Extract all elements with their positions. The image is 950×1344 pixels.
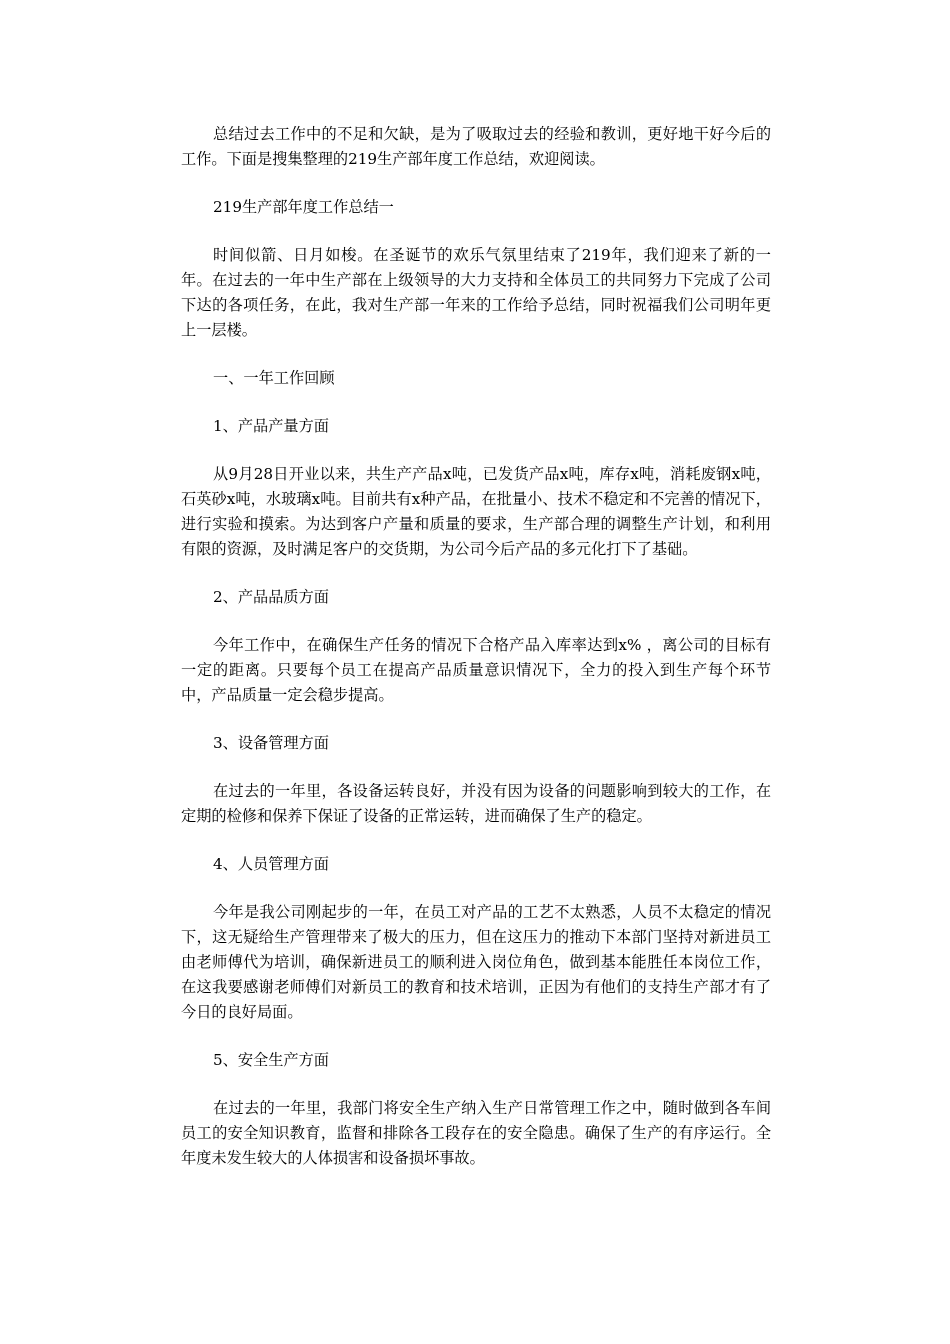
document-body <box>181 122 771 1194</box>
subsection-heading-output: 1、产品产量方面 <box>213 417 329 435</box>
document-title: 219生产部年度工作总结一 <box>213 198 394 216</box>
subsection-heading-safety: 5、安全生产方面 <box>213 1051 329 1069</box>
section-heading-review: 一、一年工作回顾 <box>213 369 335 387</box>
equipment-paragraph: 在过去的一年里，各设备运转良好，并没有因为设备的问题影响到较大的工作，在定期的检修和保养下保证了设备的正常运转，进而确保了生产的稳定。 <box>181 782 771 825</box>
safety-paragraph: 在过去的一年里，我部门将安全生产纳入生产日常管理工作之中，随时做到各车间员工的安全知识教育，监督和排除各工段存在的安全隐患。确保了生产的有序运行。全年度未发生较大的人体损害和设备损坏事故。 <box>181 1099 771 1167</box>
quality-paragraph: 今年工作中，在确保生产任务的情况下合格产品入库率达到x% ，离公司的目标有一定的距离。只要每个员工在提高产品质量意识情况下，全力的投入到生产每个环节中，产品质量一定会稳步提高。 <box>181 636 771 704</box>
subsection-heading-equipment: 3、设备管理方面 <box>213 734 329 752</box>
output-paragraph: 从9月28日开业以来，共生产产品x吨，已发货产品x吨，库存x吨，消耗废钢x吨，石英砂x吨，水玻璃x吨。目前共有x种产品，在批量小、技术不稳定和不完善的情况下，进行实验和摸索。为达到客户产量和质量的要求，生产部合理的调整生产计划，和利用有限的资源，及时满足客户的交货期，为公司今后产品的多元化打下了基础。 <box>181 465 771 558</box>
subsection-heading-personnel: 4、人员管理方面 <box>213 855 329 873</box>
subsection-heading-quality: 2、产品品质方面 <box>213 588 329 606</box>
opening-paragraph: 时间似箭、日月如梭。在圣诞节的欢乐气氛里结束了219年，我们迎来了新的一年。在过去的一年中生产部在上级领导的大力支持和全体员工的共同努力下完成了公司下达的各项任务，在此，我对生产部一年来的工作给予总结，同时祝福我们公司明年更上一层楼。 <box>181 246 771 339</box>
personnel-paragraph: 今年是我公司刚起步的一年，在员工对产品的工艺不太熟悉，人员不太稳定的情况下，这无疑给生产管理带来了极大的压力，但在这压力的推动下本部门坚持对新进员工由老师傅代为培训，确保新进员工的顺利进入岗位角色，做到基本能胜任本岗位工作，在这我要感谢老师傅们对新员工的教育和技术培训，正因为有他们的支持生产部才有了今日的良好局面。 <box>181 903 771 1021</box>
intro-paragraph: 总结过去工作中的不足和欠缺，是为了吸取过去的经验和教训，更好地干好今后的工作。下面是搜集整理的219生产部年度工作总结，欢迎阅读。 <box>181 125 771 168</box>
